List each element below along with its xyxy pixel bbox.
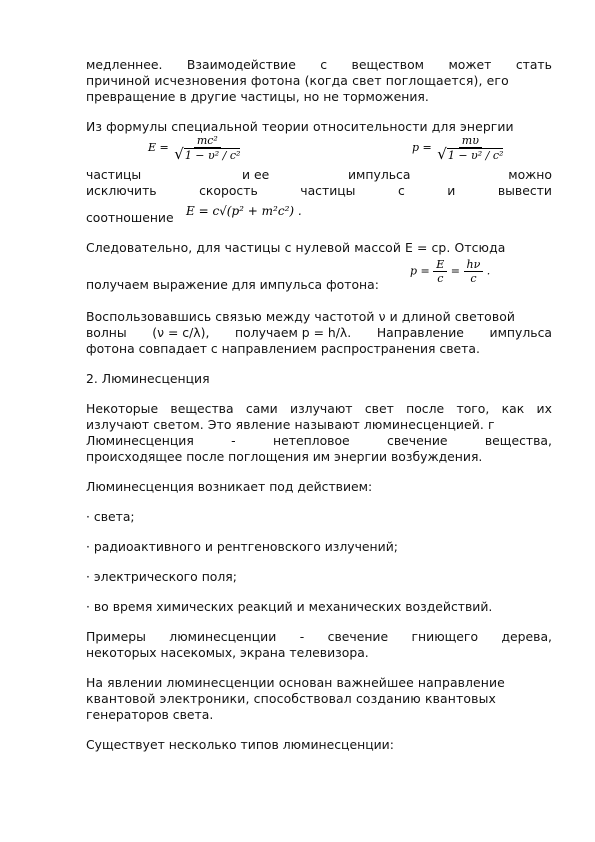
section-heading: 2. Люминесценция: [86, 371, 210, 386]
para8-line1: На явлении люминесценции основан важнейшее направление: [86, 675, 505, 690]
list-item: · радиоактивного и рентгеновского излучений;: [86, 539, 398, 554]
list-item: · электрического поля;: [86, 569, 237, 584]
photon-momentum-formula: p = $\frac{E}{c}$ = $\frac{h\nu}{c}$ .: [410, 258, 491, 285]
para3-line1: Следовательно, для частицы с нулевой массой E = cp. Отсюда: [86, 240, 506, 255]
relation-formula: E = c√(p² + m²c²) .: [186, 204, 302, 218]
para2-line3: исключить скорость частицы с и вывести: [86, 183, 552, 198]
momentum-formula: p = $\frac{m\upsilon}{\text{√1 − υ² / c²}}$: [412, 134, 504, 163]
para4-line2: волны (ν = c/λ), получаем p = h/λ. Направление импульса: [86, 325, 552, 340]
para2-line4: соотношение: [86, 210, 174, 225]
para7-line1: Примеры люминесценции - свечение гниющего дерева,: [86, 629, 552, 644]
para1-line2: причиной исчезновения фотона (когда свет поглощается), его: [86, 73, 509, 88]
para1-line3: превращение в другие частицы, но не торможения.: [86, 89, 429, 104]
para5-line4: происходящее после поглощения им энергии возбуждения.: [86, 449, 483, 464]
para4-line3: фотона совпадает с направлением распространения света.: [86, 341, 480, 356]
para9: Существует несколько типов люминесценции:: [86, 737, 394, 752]
para6: Люминесценция возникает под действием:: [86, 479, 373, 494]
para3-line2: получаем выражение для импульса фотона:: [86, 277, 379, 292]
para7-line2: некоторых насекомых, экрана телевизора.: [86, 645, 369, 660]
list-item: · света;: [86, 509, 135, 524]
para2-line1: Из формулы специальной теории относительности для энергии: [86, 119, 514, 134]
para5-line1: Некоторые вещества сами излучают свет после того, как их: [86, 401, 552, 416]
para1-line1: медленнее. Взаимодействие с веществом может стать: [86, 57, 552, 72]
para5-line3: Люминесценция - нетепловое свечение вещества,: [86, 433, 552, 448]
para5-line2: излучают светом. Это явление называют люминесценцией. г: [86, 417, 495, 432]
para8-line2: квантовой электроники, способствовал созданию квантовых: [86, 691, 497, 706]
para4-line1: Воспользовавшись связью между частотой ν и длиной световой: [86, 309, 516, 324]
list-item: · во время химических реакций и механических воздействий.: [86, 599, 493, 614]
energy-formula: E = $\frac{\text{mc²}}{\text{√1 − υ² / c²}}$: [148, 134, 241, 163]
para8-line3: генераторов света.: [86, 707, 214, 722]
para2-line2: частицы и ее импульса можно: [86, 167, 552, 182]
